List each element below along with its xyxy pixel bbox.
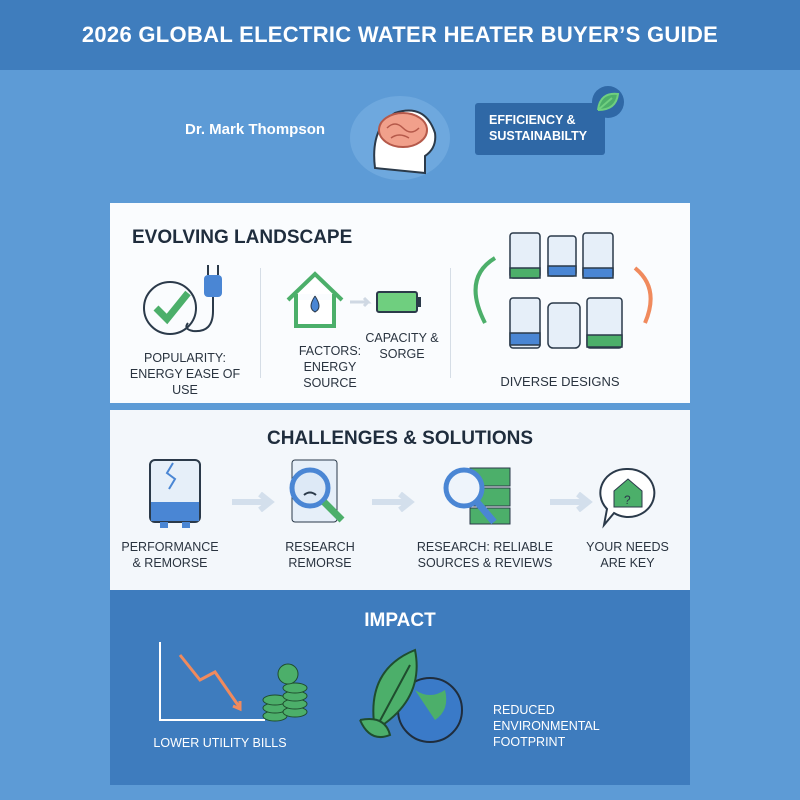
section-title: EVOLVING LANDSCAPE	[132, 227, 353, 248]
footprint-label: REDUCED ENVIRONMENTAL FOOTPRINT	[493, 703, 600, 749]
page-title: 2026 GLOBAL ELECTRIC WATER HEATER BUYER’S GUIDE	[81, 22, 719, 47]
magnifier-books-icon	[440, 462, 515, 532]
impact-panel	[110, 590, 690, 785]
svg-text:?: ?	[624, 493, 631, 507]
brain-head-icon	[345, 88, 455, 183]
speech-bubble	[475, 103, 605, 155]
capacity-label: CAPACITY & SORGE	[365, 331, 439, 361]
step-label: RESEARCH REMORSE	[285, 540, 355, 570]
author-name: Dr. Mark Thompson	[185, 121, 326, 138]
house-water-battery-icon	[280, 268, 430, 328]
bills-label: LOWER UTILITY BILLS	[153, 736, 287, 750]
section-title: CHALLENGES & SOLUTIONS	[266, 428, 533, 449]
header-bar	[0, 0, 800, 70]
step-label: RESEARCH: RELIABLE SOURCES & REVIEWS	[416, 540, 554, 570]
popularity-label: POPULARITY: ENERGY EASE OF USE	[129, 351, 241, 397]
leaf-icon	[588, 84, 628, 120]
evolving-landscape-panel	[110, 203, 690, 403]
house-question-bubble-icon	[598, 465, 658, 530]
magnifier-sad-icon	[282, 458, 352, 533]
falling-bills-chart-icon	[155, 640, 315, 725]
step-label: PERFORMANCE & REMORSE	[121, 540, 219, 570]
bubble-text: EFFICIENCY & SUSTAINABILTY	[489, 113, 588, 143]
designs-label: DIVERSE DESIGNS	[500, 374, 620, 389]
arrow-right-icon	[232, 492, 276, 512]
leaf-globe-icon	[355, 640, 475, 750]
challenges-panel	[110, 410, 690, 590]
diverse-heaters-icon	[460, 228, 680, 358]
factors-label: FACTORS: ENERGY SOURCE	[298, 344, 362, 390]
arrow-right-icon	[372, 492, 416, 512]
check-plug-icon	[140, 263, 235, 343]
broken-heater-icon	[148, 458, 203, 533]
step-label: YOUR NEEDS ARE KEY	[586, 540, 669, 570]
arrow-right-icon	[550, 492, 594, 512]
section-title: IMPACT	[364, 610, 436, 631]
